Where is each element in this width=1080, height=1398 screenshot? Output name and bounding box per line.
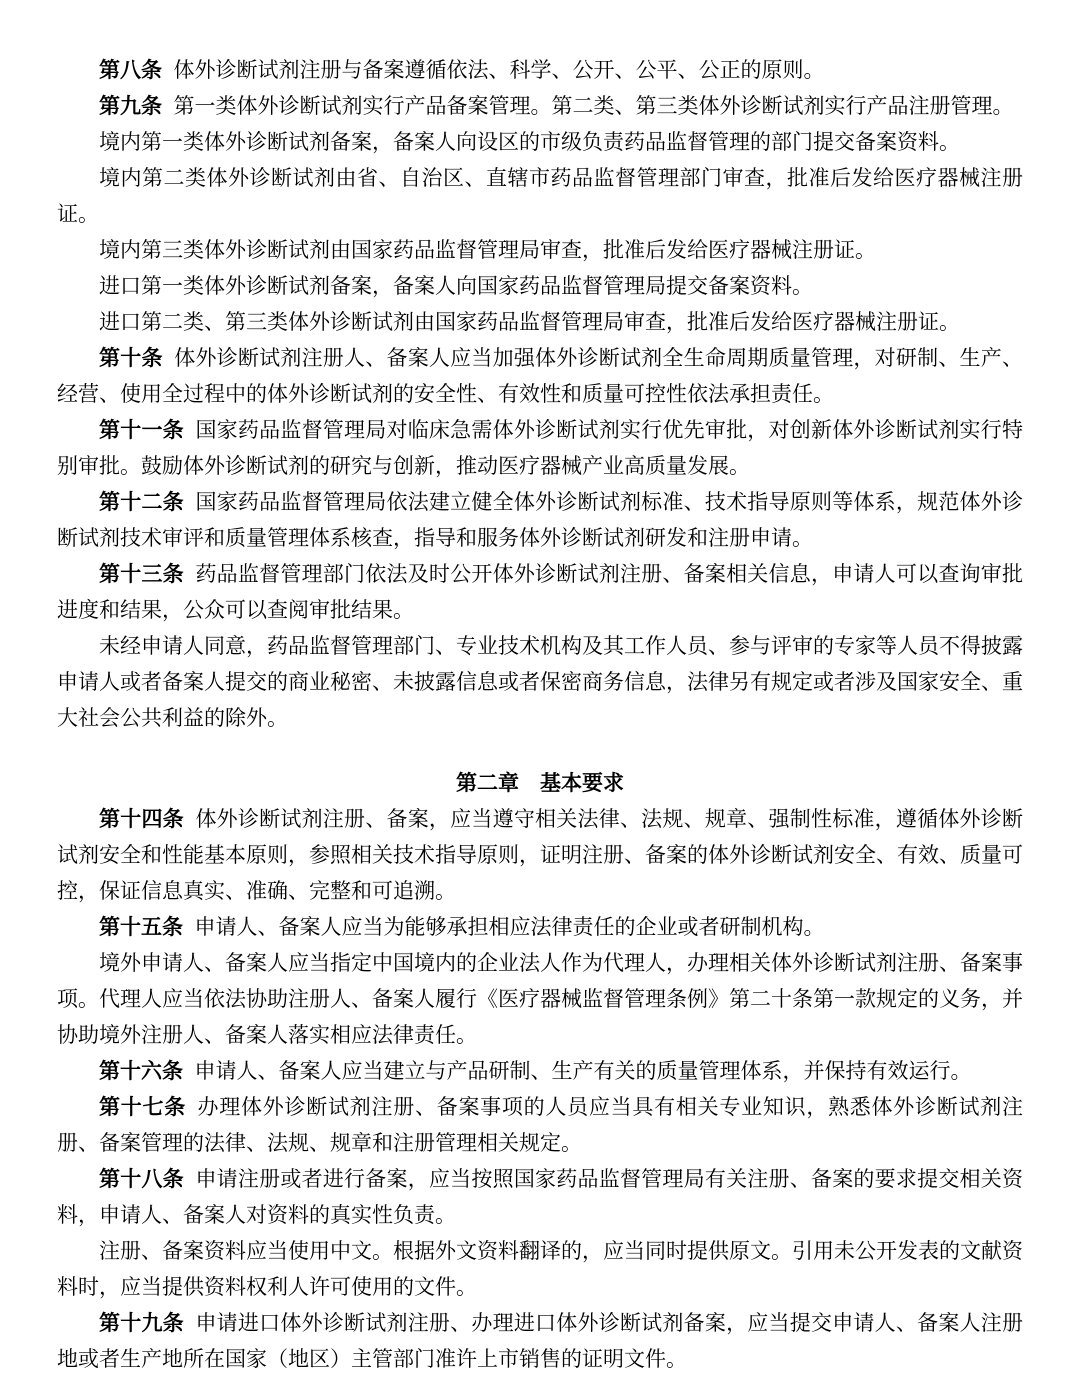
article-text: 注册、备案资料应当使用中文。根据外文资料翻译的，应当同时提供原文。引用未公开发表的文献资料时，应当提供资料权利人许可使用的文件。: [57, 1239, 1023, 1299]
article-paragraph: [57, 1089, 1023, 1161]
article-number: 第八条: [99, 58, 162, 82]
article-text: 办理体外诊断试剂注册、备案事项的人员应当具有相关专业知识，熟悉体外诊断试剂注册、备案管理的法律、法规、规章和注册管理相关规定。: [57, 1095, 1024, 1155]
article-text: 境内第三类体外诊断试剂由国家药品监督管理局审查，批准后发给医疗器械注册证。: [99, 238, 876, 262]
article-text: 申请进口体外诊断试剂注册、办理进口体外诊断试剂备案，应当提交申请人、备案人注册地或者生产地所在国家（地区）主管部门准许上市销售的证明文件。: [57, 1311, 1024, 1371]
article-paragraph: [57, 945, 1023, 1053]
article-paragraph: [57, 304, 1023, 340]
article-text: 体外诊断试剂注册与备案遵循依法、科学、公开、公平、公正的原则。: [173, 58, 825, 82]
article-number: 第十八条: [99, 1167, 184, 1191]
article-number: 第十七条: [99, 1095, 186, 1119]
article-text: 境内第一类体外诊断试剂备案，备案人向设区的市级负责药品监督管理的部门提交备案资料。: [99, 130, 960, 154]
article-paragraph: [57, 88, 1023, 124]
article-text: 申请注册或者进行备案，应当按照国家药品监督管理局有关注册、备案的要求提交相关资料，申请人、备案人对资料的真实性负责。: [57, 1167, 1024, 1227]
article-text: 申请人、备案人应当建立与产品研制、生产有关的质量管理体系，并保持有效运行。: [194, 1059, 972, 1083]
article-paragraph: [57, 52, 1023, 88]
article-text: 第一类体外诊断试剂实行产品备案管理。第二类、第三类体外诊断试剂实行产品注册管理。: [173, 94, 1014, 118]
chapter-heading: 第二章 基本要求: [456, 771, 624, 795]
article-text: 境内第二类体外诊断试剂由省、自治区、直辖市药品监督管理部门审查，批准后发给医疗器械注册证。: [57, 166, 1023, 226]
article-text: 申请人、备案人应当为能够承担相应法律责任的企业或者研制机构。: [194, 915, 825, 939]
article-paragraph: [57, 909, 1023, 945]
article-paragraph: [57, 1053, 1023, 1089]
article-number: 第十九条: [99, 1311, 184, 1335]
article-paragraph: [57, 340, 1023, 412]
article-paragraph: [57, 412, 1023, 484]
article-text: 进口第一类体外诊断试剂备案，备案人向国家药品监督管理局提交备案资料。: [99, 274, 813, 298]
article-number: 第十四条: [99, 807, 184, 831]
article-number: 第十条: [99, 346, 163, 370]
article-paragraph: [57, 484, 1023, 556]
article-number: 第九条: [99, 94, 162, 118]
article-paragraph: [57, 160, 1023, 232]
article-paragraph: [57, 232, 1023, 268]
article-paragraph: [57, 124, 1023, 160]
article-text: 未经申请人同意，药品监督管理部门、专业技术机构及其工作人员、参与评审的专家等人员不得披露申请人或者备案人提交的商业秘密、未披露信息或者保密商务信息，法律另有规定或者涉及国家安全、重大社会公共利益的除外。: [57, 634, 1023, 730]
article-number: 第十五条: [99, 915, 183, 939]
article-text: 国家药品监督管理局依法建立健全体外诊断试剂标准、技术指导原则等体系，规范体外诊断试剂技术审评和质量管理体系核查，指导和服务体外诊断试剂研发和注册申请。: [57, 490, 1024, 550]
article-text: 国家药品监督管理局对临床急需体外诊断试剂实行优先审批，对创新体外诊断试剂实行特别审批。鼓励体外诊断试剂的研究与创新，推动医疗器械产业高质量发展。: [57, 418, 1024, 478]
article-paragraph: [57, 1233, 1023, 1305]
article-paragraph: [57, 1161, 1023, 1233]
article-paragraph: [57, 268, 1023, 304]
article-paragraph: [57, 801, 1023, 909]
article-text: 进口第二类、第三类体外诊断试剂由国家药品监督管理局审查，批准后发给医疗器械注册证。: [99, 310, 960, 334]
article-number: 第十六条: [99, 1059, 183, 1083]
article-paragraph: [57, 628, 1023, 736]
article-text: 境外申请人、备案人应当指定中国境内的企业法人作为代理人，办理相关体外诊断试剂注册、备案事项。代理人应当依法协助注册人、备案人履行《医疗器械监督管理条例》第二十条第一款规定的义务，并协助境外注册人、备案人落实相应法律责任。: [57, 951, 1023, 1047]
article-paragraph: [57, 556, 1023, 628]
article-number: 第十二条: [99, 490, 184, 514]
article-number: 第十一条: [99, 418, 184, 442]
article-number: 第十三条: [99, 562, 184, 586]
article-text: 药品监督管理部门依法及时公开体外诊断试剂注册、备案相关信息，申请人可以查询审批进度和结果，公众可以查阅审批结果。: [57, 562, 1024, 622]
article-text: 体外诊断试剂注册人、备案人应当加强体外诊断试剂全生命周期质量管理，对研制、生产、经营、使用全过程中的体外诊断试剂的安全性、有效性和质量可控性依法承担责任。: [57, 346, 1024, 406]
article-paragraph: [57, 1305, 1023, 1377]
article-text: 体外诊断试剂注册、备案，应当遵守相关法律、法规、规章、强制性标准，遵循体外诊断试剂安全和性能基本原则，参照相关技术指导原则，证明注册、备案的体外诊断试剂安全、有效、质量可控，保证信息真实、准确、完整和可追溯。: [57, 807, 1024, 903]
